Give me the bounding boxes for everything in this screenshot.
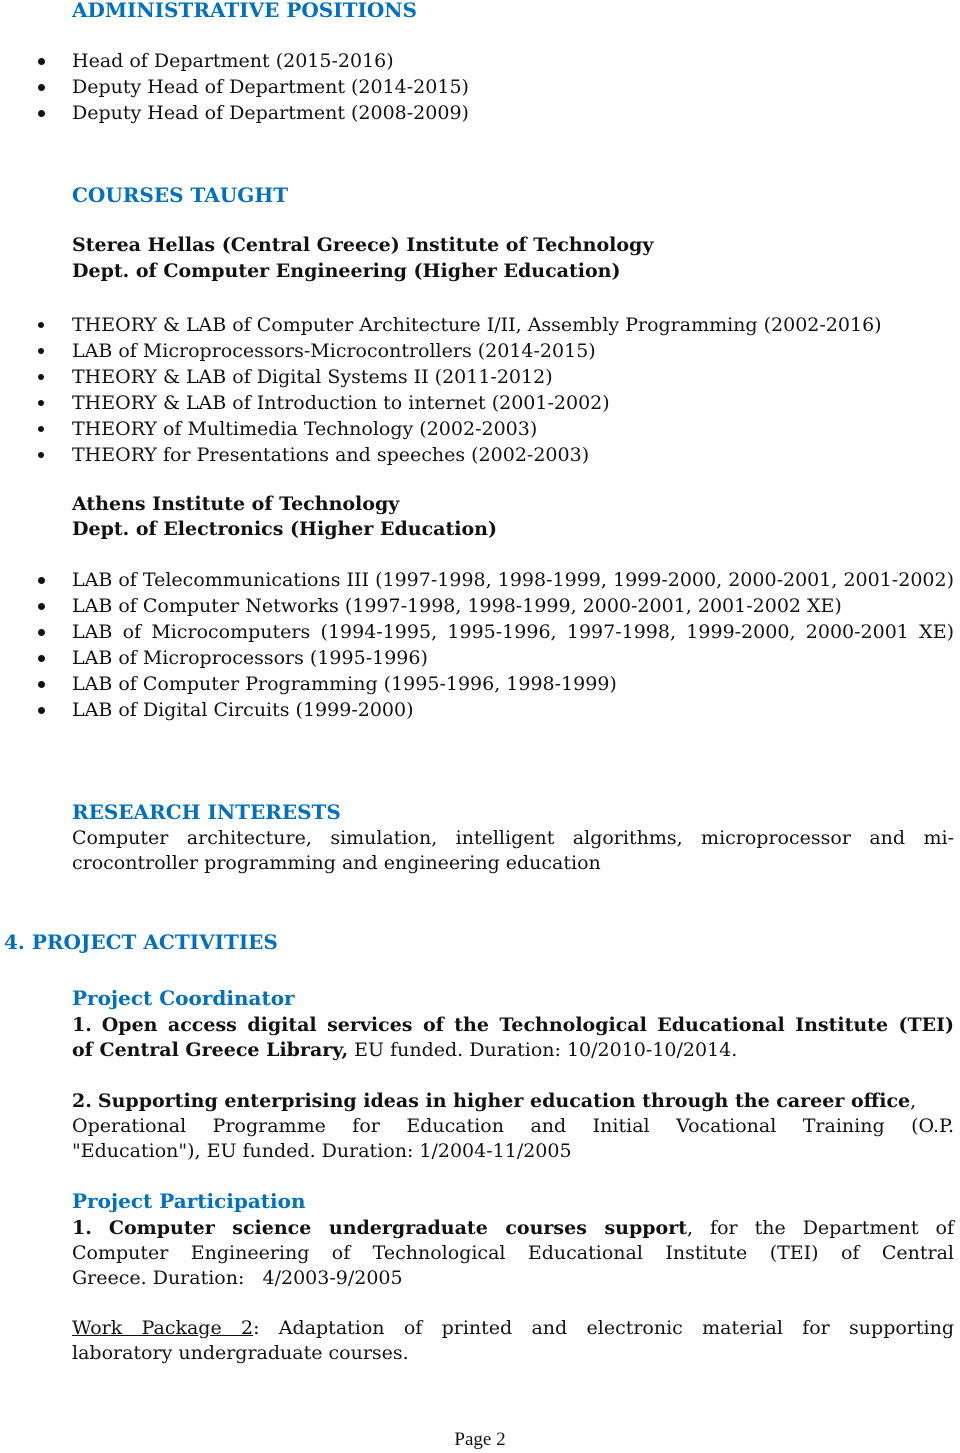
course-item: LAB of Telecommunications III (1997-1998, 1998-1999, 1999-2000, 2000-2001, 2001-2002) [72, 569, 954, 591]
athens-institute: Athens Institute of Technology [72, 493, 400, 515]
admin-item: Deputy Head of Department (2014-2015) [72, 74, 954, 100]
project-title: Computer science undergraduate courses support [108, 1217, 688, 1239]
course-item: THEORY & LAB of Computer Architecture I/II, Assembly Programming (2002-2016) [72, 312, 954, 338]
admin-item: Head of Department (2015-2016) [72, 48, 954, 74]
course-item: LAB of Microprocessors-Microcontrollers (2014-2015) [72, 338, 954, 364]
project-details: , for the Department of [687, 1217, 954, 1239]
project-number: 1. [72, 1014, 92, 1036]
project-number: 1. [72, 1217, 92, 1239]
course-item: THEORY & LAB of Digital Systems II (2011-2012) [72, 364, 954, 390]
work-package-text: : Adaptation of printed and electronic material for supporting [253, 1317, 954, 1339]
coord-project-1-line1 [72, 1013, 954, 1038]
coord-project-2-line2: Operational Programme for Education and Initial Vocational Training (O.P. [72, 1115, 954, 1137]
coordinator-heading: Project Coordinator [72, 986, 295, 1010]
courses-heading: COURSES TAUGHT [72, 183, 289, 207]
research-heading: RESEARCH INTERESTS [72, 800, 341, 824]
part-project-1-line3: Greece. Duration: 4/2003-9/2005 [72, 1267, 403, 1289]
part-project-1-line1 [72, 1216, 954, 1241]
admin-heading: ADMINISTRATIVE POSITIONS [72, 0, 417, 22]
coord-project-2-line1 [72, 1089, 954, 1114]
course-item: THEORY of Multimedia Technology (2002-2003) [72, 416, 954, 442]
course-item: THEORY for Presentations and speeches (2002-2003) [72, 442, 954, 468]
project-title: Supporting enterprising ideas in higher education through the career office [97, 1090, 911, 1112]
project-details: EU funded. Duration: 10/2010-10/2014. [348, 1039, 738, 1061]
course-item: LAB of Microprocessors (1995-1996) [72, 645, 954, 671]
course-item: LAB of Microcomputers (1994-1995, 1995-1996, 1997-1998, 1999-2000, 2000-2001 XE) [72, 621, 954, 643]
work-package-label: Work Package 2 [72, 1317, 254, 1339]
part-project-1-line2: Computer Engineering of Technological Educational Institute (TEI) of Central [72, 1242, 954, 1264]
work-package-line2: laboratory undergraduate courses. [72, 1342, 409, 1364]
sterea-institute: Sterea Hellas (Central Greece) Institute of Technology [72, 234, 654, 256]
sterea-dept: Dept. of Computer Engineering (Higher Education) [72, 260, 621, 282]
course-item: LAB of Digital Circuits (1999-2000) [72, 697, 954, 723]
research-text-line2: crocontroller programming and engineering education [72, 852, 601, 874]
admin-list [72, 48, 954, 126]
project-number: 2. [72, 1090, 92, 1112]
coord-project-2-line3: "Education"), EU funded. Duration: 1/2004-11/2005 [72, 1140, 572, 1162]
project-comma: , [910, 1090, 917, 1112]
page-number: Page 2 [454, 1429, 506, 1450]
work-package-line1 [72, 1316, 954, 1341]
coord-project-1-line2 [72, 1038, 954, 1063]
research-text-line1: Computer architecture, simulation, intelligent algorithms, microprocessor and mi- [72, 827, 954, 849]
athens-dept: Dept. of Electronics (Higher Education) [72, 518, 497, 540]
participation-heading: Project Participation [72, 1189, 306, 1213]
course-item: LAB of Computer Programming (1995-1996, 1998-1999) [72, 671, 954, 697]
project-title-cont: of Central Greece Library, [72, 1039, 349, 1061]
admin-item: Deputy Head of Department (2008-2009) [72, 100, 954, 126]
course-item: LAB of Computer Networks (1997-1998, 1998-1999, 2000-2001, 2001-2002 XE) [72, 593, 954, 619]
project-title: Open access digital services of the Technological Educational Institute (TEI) [101, 1014, 954, 1036]
sterea-course-list [72, 312, 954, 468]
projects-heading: 4. PROJECT ACTIVITIES [4, 930, 278, 954]
course-item: THEORY & LAB of Introduction to internet (2001-2002) [72, 390, 954, 416]
athens-course-list [72, 567, 954, 723]
